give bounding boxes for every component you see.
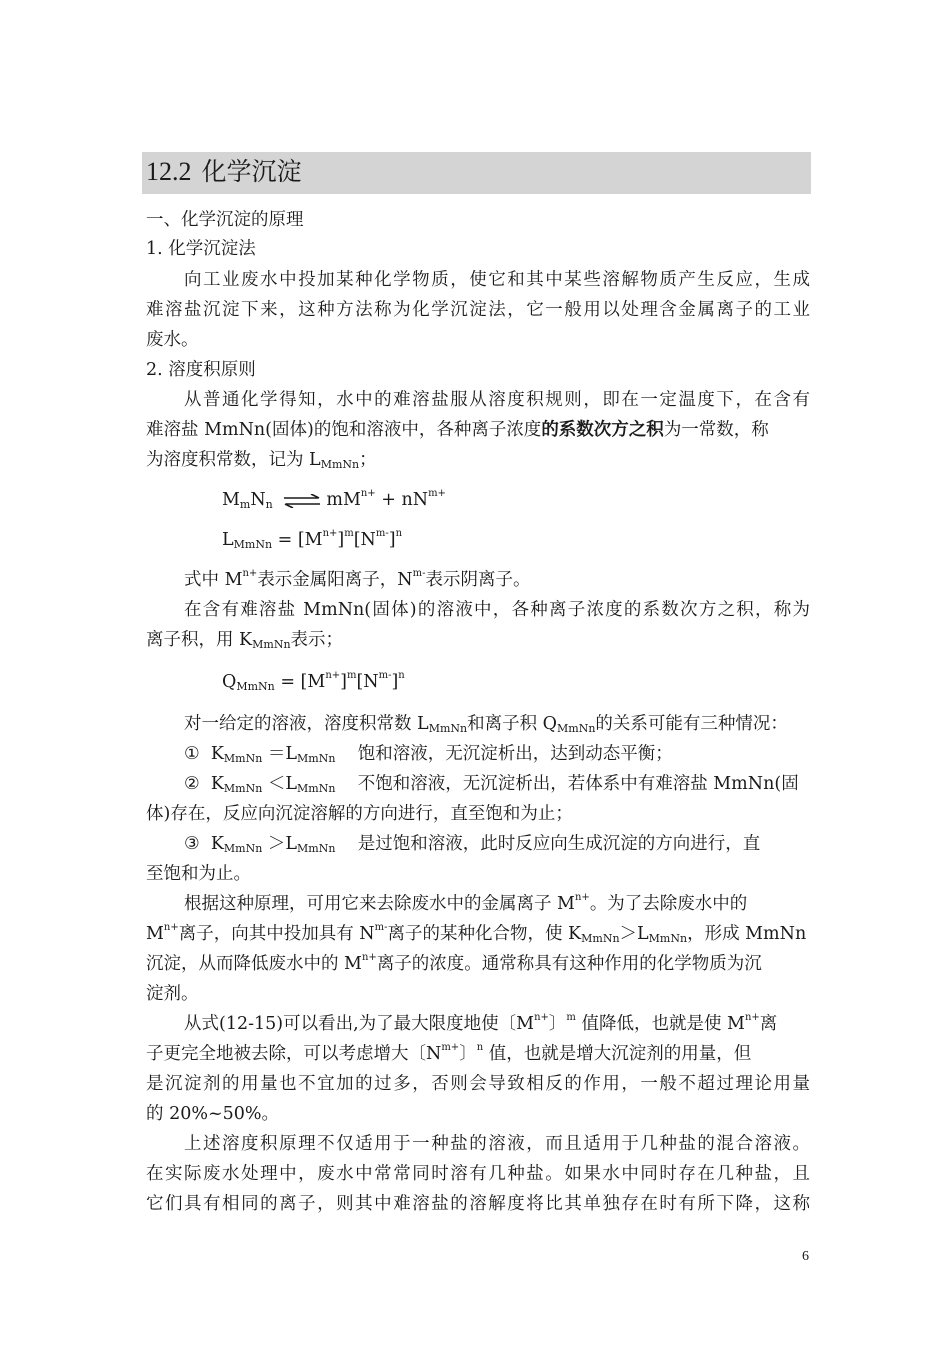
case3-k: K [210,834,224,854]
eq1-rhs-sup2: m+ [428,488,446,499]
para5-sub2: MmNn [557,722,596,735]
para2-line2 [146,420,769,440]
para5-b: 和离子积 Q [467,714,558,734]
eq3-sup4: n [398,670,405,681]
para3-c: 表示阴离子。 [425,570,531,590]
eq2-sup1: n+ [322,528,338,539]
para7-line2 [146,1044,751,1064]
case2 [184,774,799,794]
eq3-sup3: m- [378,670,392,681]
para6-l2sub2: MmNn [648,932,688,945]
eq3-mid: ] [340,672,347,692]
para7-l1sup2: m [566,1012,576,1023]
item1-title: 1. 化学沉淀法 [146,239,256,259]
eq3-rest: = [M [274,672,326,692]
para6-l1sup: n+ [574,892,590,903]
para6-l2d: ＞L [619,924,649,944]
para7-l1sup1: n+ [534,1012,549,1023]
eq2-mid: ] [337,530,345,550]
case2-k: K [210,774,224,794]
case3-sub1: MmNn [223,842,263,855]
case2-op: ＜L [267,774,298,794]
para7-l2sup1: m+ [441,1042,460,1053]
eq3-mid2: [N [356,672,379,692]
case2-sub1: MmNn [223,782,263,795]
para2-line1: 从普通化学得知，水中的难溶盐服从溶度积规则，即在一定温度下，在含有 [184,390,810,410]
eq3-end: ] [391,672,399,692]
case3-text: 是过饱和溶液，此时反应向生成沉淀的方向进行，直 [357,834,761,854]
case1-mark: ① [184,744,200,764]
para5-a: 对一给定的溶液，溶度积常数 L [184,714,429,734]
para6-l3a: 沉淀，从而降低废水中的 M [146,954,362,974]
para5-c: 的关系可能有三种情况： [595,714,788,734]
equation-dissociation [222,490,446,510]
case2-continuation: 体)存在，反应向沉淀溶解的方向进行，直至饱和为止； [146,804,573,824]
case1-k: K [210,744,224,764]
para6-line4: 淀剂。 [146,984,199,1004]
eq2-mid2: [N [353,530,376,550]
eq1-lhs-sub2: n [265,498,273,511]
case1-text: 饱和溶液，无沉淀析出，达到动态平衡； [357,744,673,764]
para2-line3-text: 为溶度积常数，记为 L [146,450,321,470]
para2-line3 [146,450,377,470]
equation-solubility-product [222,530,402,550]
para7-l1sup3: n+ [744,1012,760,1023]
case2-sub2: MmNn [297,782,336,795]
para7-line1 [184,1014,777,1034]
eq2-symbol: L [222,530,234,550]
para8-line3: 它们具有相同的离子，则其中难溶盐的溶解度将比其单独存在时有所下降，这称 [146,1194,810,1214]
para6-l2sup1: n+ [163,922,179,933]
para7-l1b: 〕 [548,1014,567,1034]
para5-sub1: MmNn [428,722,468,735]
para6-l1a: 根据这种原理，可用它来去除废水中的金属离子 M [184,894,575,914]
para1-line3: 废水。 [146,330,199,350]
section-heading [146,157,302,187]
para4-sub: MmNn [252,638,291,651]
para6-line1 [184,894,747,914]
para3-a: 式中 M [184,570,243,590]
eq1-lhs: M [222,490,240,510]
para2-line3-end: ； [359,450,377,470]
case1-sub2: MmNn [297,752,336,765]
eq1-plus: + nN [375,490,429,510]
case2-mark: ② [184,774,200,794]
para6-l2b: 离子，向其中投加具有 N [178,924,375,944]
para7-l2c: 值，也就是增大沉淀剂的用量，但 [483,1044,752,1064]
eq2-end: ] [388,530,396,550]
eq2-sup4: n [395,528,403,539]
para2-line2-text: 难溶盐 MmNn(固体)的饱和溶液中，各种离子浓度 [146,420,542,440]
eq1-lhs-n: N [250,490,266,510]
para6-line2 [146,924,806,944]
eq1-rhs-sup1: n+ [360,488,376,499]
equilibrium-arrow-icon [282,494,322,508]
para4-line2-text: 离子积，用 K [146,630,253,650]
eq3-symbol: Q [222,672,237,692]
para6-l1b: 。为了去除废水中的 [589,894,748,914]
para3-b: 表示金属阳离子，N [257,570,413,590]
eq2-sup2: m [344,528,354,539]
para8-line2: 在实际废水处理中，废水中常常同时溶有几种盐。如果水中同时存在几种盐，且 [146,1164,810,1184]
case3-op: ＞L [267,834,298,854]
para2-line2-emphasis: 的系数次方之积 [541,420,664,440]
eq3-sup1: n+ [325,670,341,681]
equation-ion-product [222,672,405,692]
eq1-lhs-sub1: m [239,498,251,511]
para7-l1a: 从式(12-15)可以看出,为了最大限度地使〔M [184,1014,535,1034]
para4-end: 表示； [290,630,344,650]
para4-line1: 在含有难溶盐 MmNn(固体)的溶液中，各种离子浓度的系数次方之积，称为 [184,600,810,620]
para7-line3: 是沉淀剂的用量也不宜加的过多，否则会导致相反的作用，一般不超过理论用量 [146,1074,810,1094]
case3-sub2: MmNn [297,842,336,855]
case1-op: ＝L [267,744,298,764]
case1 [184,744,673,764]
para7-l1c: 值降低，也就是使 M [575,1014,745,1034]
subsection-title: 一、化学沉淀的原理 [146,210,304,230]
section-number: 12.2 [146,157,192,186]
para6-l3b: 离子的浓度。通常称具有这种作用的化学物质为沉 [376,954,762,974]
para6-l2sup2: m- [374,922,388,933]
para2-line3-sub: MmNn [320,458,360,471]
eq3-sub: MmNn [236,680,275,693]
item2-title: 2. 溶度积原则 [146,360,256,380]
para1-line2: 难溶盐沉淀下来，这种方法称为化学沉淀法，它一般用以处理含金属离子的工业 [146,300,810,320]
para1-line1: 向工业废水中投加某种化学物质，使它和其中某些溶解物质产生反应，生成 [184,270,810,290]
case3-mark: ③ [184,834,200,854]
para6-l2a: M [146,924,164,944]
case3-continuation: 至饱和为止。 [146,864,251,884]
para7-l2b: 〕 [459,1044,477,1064]
eq2-sup3: m- [375,528,389,539]
case3 [184,834,760,854]
para7-l2sup2: n [476,1042,484,1053]
eq3-sup2: m [346,670,357,681]
case2-text: 不饱和溶液，无沉淀析出，若体系中有难溶盐 MmNn(固 [357,774,799,794]
page-number: 6 [802,1249,809,1264]
para6-l2e: ，形成 MmNn [687,924,807,944]
para6-l2sub1: MmNn [581,932,620,945]
para3-sup2: m- [412,568,426,579]
para7-l1d: 离 [759,1014,778,1034]
eq2-rest: = [M [272,530,323,550]
para6-l2c: 离子的某种化合物，使 K [387,924,582,944]
para3 [184,570,531,590]
section-title: 化学沉淀 [201,157,302,186]
case1-sub1: MmNn [223,752,263,765]
para6-line3 [146,954,762,974]
para2-line2-end: 为一常数，称 [663,420,769,440]
para8-line1: 上述溶度积原理不仅适用于一种盐的溶液，而且适用于几种盐的混合溶液。 [184,1134,810,1154]
para4-line2 [146,630,343,650]
para5 [184,714,788,734]
para7-l2a: 子更完全地被去除，可以考虑增大〔N [146,1044,442,1064]
eq2-sub: MmNn [233,538,273,551]
para3-sup1: n+ [242,568,258,579]
eq1-rhs: mM [326,490,361,510]
para6-l3sup: n+ [361,952,377,963]
para7-line4: 的 20%~50%。 [146,1104,280,1124]
